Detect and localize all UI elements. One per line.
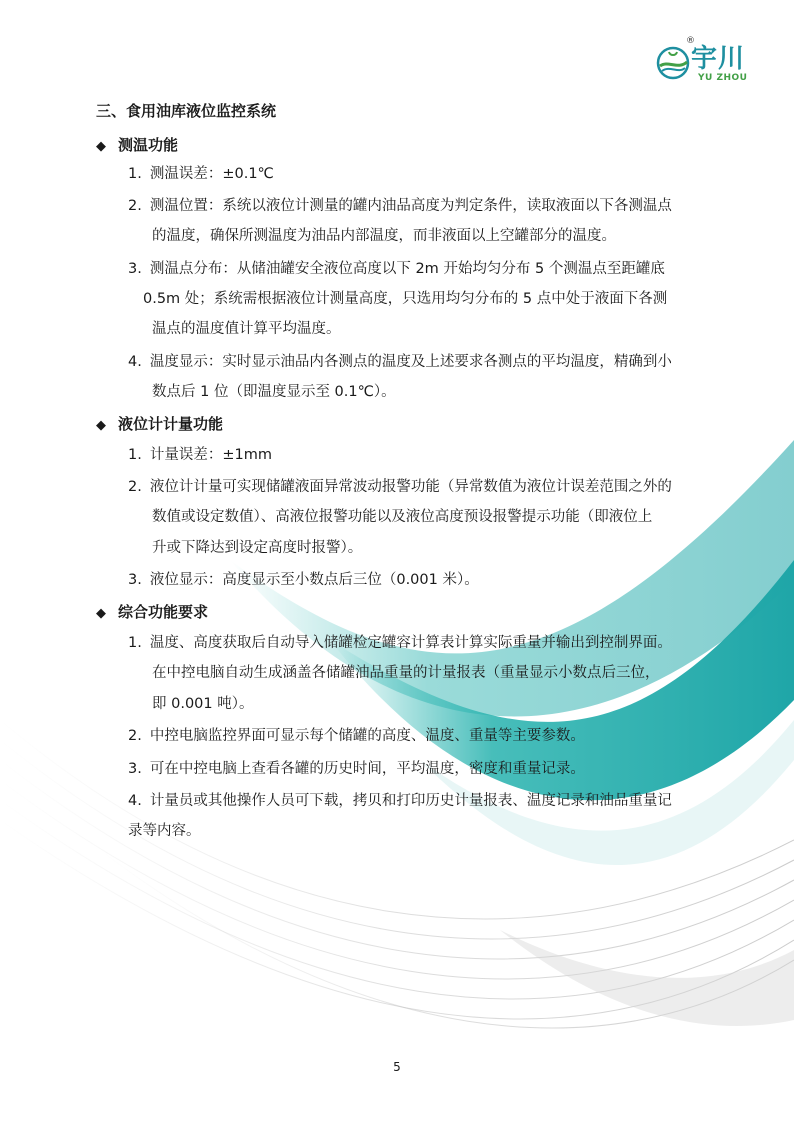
item-text: 测温误差：±0.1℃ xyxy=(149,166,274,182)
diamond-bullet-icon: ◆ xyxy=(96,139,106,154)
item-number: 4. xyxy=(128,354,142,370)
list-item xyxy=(128,445,272,465)
item-text-continued: 数点后 1 位（即温度显示至 0.1℃）。 xyxy=(152,384,396,400)
item-text: 可在中控电脑上查看各罐的历史时间，平均温度，密度和重量记录。 xyxy=(149,761,585,777)
section-title: 三、食用油库液位监控系统 xyxy=(96,102,277,120)
list-item xyxy=(128,352,672,372)
list-item xyxy=(128,477,672,497)
item-text: 温度显示：实时显示油品内各测点的温度及上述要求各测点的平均温度，精确到小 xyxy=(149,354,672,370)
item-text-continued: 升或下降达到设定高度时报警）。 xyxy=(152,540,363,556)
item-text-continued: 温点的温度值计算平均温度。 xyxy=(152,321,341,337)
item-number: 2. xyxy=(128,479,142,495)
list-item xyxy=(128,196,672,216)
logo-english-text: YU ZHOU xyxy=(698,73,748,83)
list-item xyxy=(128,570,479,590)
item-text-continued: 即 0.001 吨）。 xyxy=(152,696,254,712)
subsection-title: 综合功能要求 xyxy=(118,603,209,621)
item-text-continued: 的温度，确保所测温度为油品内部温度，而非液面以上空罐部分的温度。 xyxy=(152,228,616,244)
list-item xyxy=(128,759,585,779)
globe-logo-icon xyxy=(656,46,690,80)
item-number: 3. xyxy=(128,261,142,277)
diamond-bullet-icon: ◆ xyxy=(96,606,106,621)
item-number: 4. xyxy=(128,793,142,809)
item-text: 温度、高度获取后自动导入储罐检定罐容计算表计算实际重量并输出到控制界面。 xyxy=(149,635,672,651)
item-number: 3. xyxy=(128,572,142,588)
list-item xyxy=(128,633,672,653)
item-number: 1. xyxy=(128,447,142,463)
list-item xyxy=(128,164,274,184)
item-text: 测温点分布：从储油罐安全液位高度以下 2m 开始均匀分布 5 个测温点至距罐底 xyxy=(149,261,665,277)
list-item xyxy=(128,791,672,811)
subsection-heading xyxy=(96,135,178,157)
item-text-continued: 录等内容。 xyxy=(128,823,201,839)
list-item xyxy=(128,726,585,746)
subsection-title: 液位计计量功能 xyxy=(118,415,224,433)
list-item xyxy=(128,259,665,279)
item-text: 液位显示：高度显示至小数点后三位（0.001 米）。 xyxy=(149,572,479,588)
item-text-continued: 0.5m 处；系统需根据液位计测量高度，只选用均匀分布的 5 点中处于液面下各测 xyxy=(143,291,668,307)
item-text: 计量误差：±1mm xyxy=(149,447,272,463)
subsection-title: 测温功能 xyxy=(118,136,179,154)
company-logo xyxy=(656,36,756,90)
item-number: 2. xyxy=(128,728,142,744)
item-number: 2. xyxy=(128,198,142,214)
item-text: 计量员或其他操作人员可下载，拷贝和打印历史计量报表、温度记录和油品重量记 xyxy=(149,793,672,809)
item-text: 测温位置：系统以液位计测量的罐内油品高度为判定条件，读取液面以下各测温点 xyxy=(149,198,672,214)
item-text: 中控电脑监控界面可显示每个储罐的高度、温度、重量等主要参数。 xyxy=(149,728,585,744)
subsection-heading xyxy=(96,602,208,624)
subsection-heading xyxy=(96,414,223,436)
logo-chinese-text: 宇川 xyxy=(691,44,746,74)
item-text: 液位计计量可实现储罐液面异常波动报警功能（异常数值为液位计误差范围之外的 xyxy=(149,479,672,495)
page-number: 5 xyxy=(393,1060,401,1074)
item-number: 1. xyxy=(128,166,142,182)
item-number: 3. xyxy=(128,761,142,777)
item-text-continued: 在中控电脑自动生成涵盖各储罐油品重量的计量报表（重量显示小数点后三位， xyxy=(152,665,660,681)
registered-mark: ® xyxy=(686,36,695,46)
diamond-bullet-icon: ◆ xyxy=(96,418,106,433)
item-text-continued: 数值或设定数值）、高液位报警功能以及液位高度预设报警提示功能（即液位上 xyxy=(152,509,653,525)
item-number: 1. xyxy=(128,635,142,651)
